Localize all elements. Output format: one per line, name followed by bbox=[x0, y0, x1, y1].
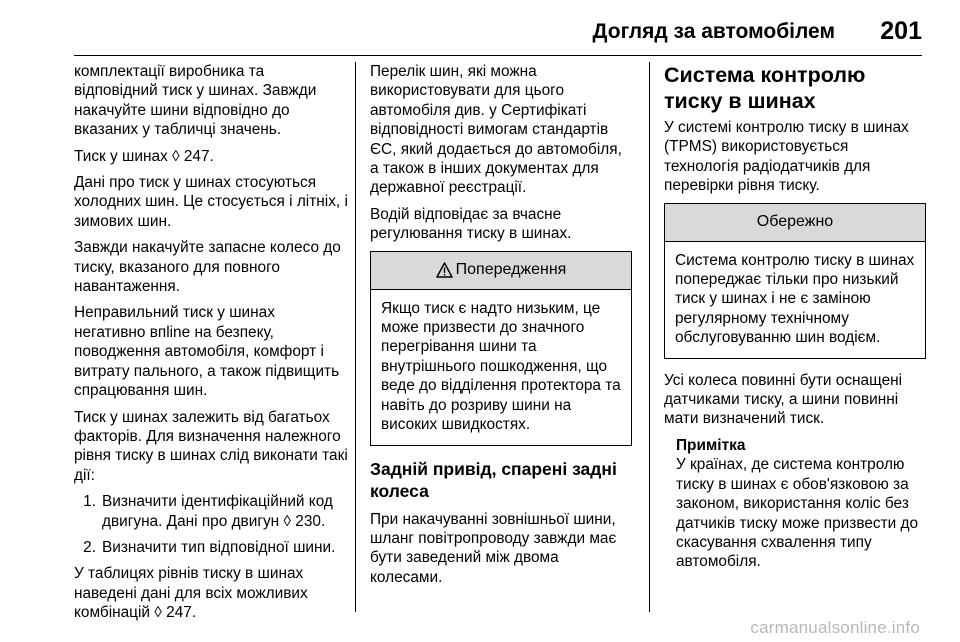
page-header bbox=[0, 10, 960, 50]
paragraph: Дані про тиск у шинах стосуються холодних шин. Це стосується і літніх, і зимових шин. bbox=[74, 174, 348, 230]
header-title: Догляд за автомобілем bbox=[592, 20, 835, 43]
column-divider-2 bbox=[649, 62, 650, 612]
section-heading: Система контролю тиску в шинах bbox=[664, 63, 866, 113]
warning-title: Попередження bbox=[455, 261, 567, 279]
paragraph: комплектації виробника та відповідний тиск у шинах. Завжди накачуйте шини відповідно до вказаних у табличці значень. bbox=[74, 63, 317, 139]
caution-box bbox=[664, 203, 926, 359]
paragraph: Завжди накачуйте запасне колесо до тиску, вказаного для повного навантаження. bbox=[74, 239, 341, 296]
note-title: Примітка bbox=[676, 436, 746, 454]
note-text: У країнах, де система контролю тиску в шинах є обов'язковою за законом, використання коліс без датчиків тиску може призвести до скасування схвалення типу автомобіля. bbox=[676, 456, 919, 571]
step-number: 1. bbox=[83, 493, 96, 511]
column-2 bbox=[370, 62, 632, 594]
steps-list bbox=[74, 492, 350, 557]
caution-title: Обережно bbox=[756, 213, 834, 231]
subheading: Задній привід, спарені задні колеса bbox=[370, 458, 617, 501]
note-block bbox=[664, 436, 926, 572]
paragraph-reference: Тиск у шинах ◊ 247. bbox=[74, 147, 214, 165]
list-item bbox=[74, 538, 350, 557]
paragraph: Усі колеса повинні бути оснащені датчиками тиску, а шини повинні мати визначений тиск. bbox=[664, 371, 903, 428]
watermark: carmanualsonline.info bbox=[750, 618, 920, 637]
warning-text: Якщо тиск є надто низьким, це може призвести до значного перегрівання шини та внутрішнього пошкодження, що веде до відділення протектора та навіть до розриву шини на високих швидкостях. bbox=[381, 299, 621, 434]
step-text: Визначити тип відповідної шини. bbox=[102, 538, 336, 556]
caution-text: Система контролю тиску в шинах попереджає тільки про низький тиск у шинах і не є заміною регулярному технічному обслуговуванню шин водієм. bbox=[675, 251, 915, 347]
warning-triangle-icon bbox=[436, 262, 453, 278]
paragraph: Неправильний тиск у шинах негативно впline на безпеку, поводження автомобіля, комфорт і витрату пального, а також підвищить спрацювання шин. bbox=[74, 304, 340, 400]
warning-header bbox=[371, 252, 631, 290]
column-1 bbox=[74, 62, 350, 630]
list-item bbox=[74, 492, 350, 531]
header-rule bbox=[74, 55, 922, 56]
paragraph: Тиск у шинах залежить від багатьох факторів. Для визначення належного рівня тиску в шинах слід виконати такі дії: bbox=[74, 408, 348, 484]
paragraph: Перелік шин, які можна використовувати для цього автомобіля див. у Сертифікаті відповідності вимогам стандартів ЄС, який додається до автомобіля, а також в інших документах для державної реєстрації. bbox=[370, 63, 622, 197]
caution-header bbox=[665, 204, 925, 242]
column-3 bbox=[664, 62, 926, 572]
paragraph: У системі контролю тиску в шинах (TPMS) використовується технологія радіодатчиків для перевірки рівня тиску. bbox=[664, 119, 909, 195]
paragraph-reference: У таблицях рівнів тиску в шинах наведені дані для всіх можливих комбінацій ◊ 247. bbox=[74, 565, 308, 622]
paragraph: При накачуванні зовнішньої шини, шланг повітропроводу завжди має бути заведений між двома колесами. bbox=[370, 510, 617, 586]
paragraph: Водій відповідає за вчасне регулювання тиску в шинах. bbox=[370, 205, 572, 243]
page-number: 201 bbox=[880, 17, 922, 45]
step-number: 2. bbox=[83, 538, 96, 556]
column-divider-1 bbox=[355, 62, 356, 612]
warning-box bbox=[370, 251, 632, 446]
step-text: Визначити ідентифікаційний код двигуна. Дані про двигун ◊ 230. bbox=[102, 493, 333, 530]
